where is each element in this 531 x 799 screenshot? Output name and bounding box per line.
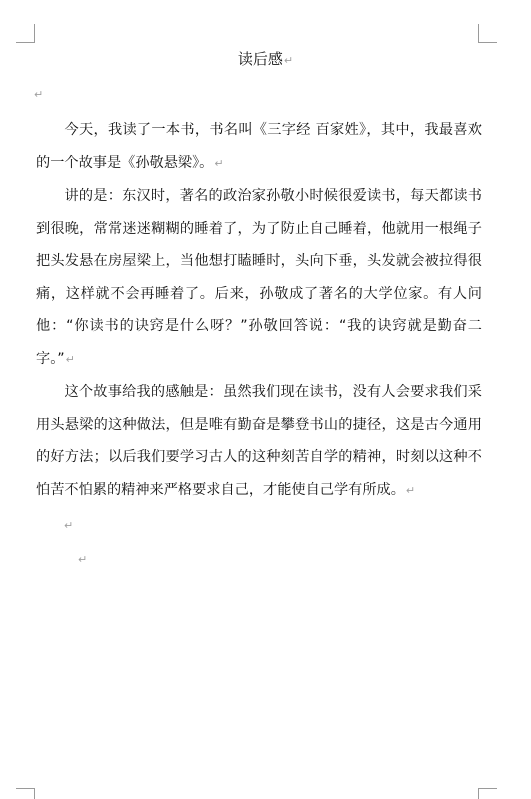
paragraph-text: 讲的是：东汉时，著名的政治家孙敬小时候很爱读书，每天都读书到很晚，常常迷迷糊糊的睡着了，为了防止自己睡着，他就用一根绳子把头发悬在房屋梁上，当他想打瞌睡时，头向下垂，头发就会被拉得很痛，这样就不会再睡着了。后来，孙敬成了著名的大学位家。有人问他：“你读书的诀窍是什么呀？”孙敬回答说：“我的诀窍就是勤奋二字。”	[36, 188, 482, 367]
paragraph-text: 今天，我读了一本书，书名叫《三字经 百家姓》，其中，我最喜欢的一个故事是《孙敬悬梁》。	[36, 122, 482, 171]
paragraph-mark-icon: ↵	[78, 553, 88, 566]
document-body[interactable]	[36, 114, 482, 507]
crop-mark-bottom-left	[16, 788, 35, 799]
paragraph-mark-icon: ↵	[34, 88, 44, 101]
document-title[interactable]	[0, 48, 531, 69]
crop-mark-top-left	[16, 24, 35, 43]
paragraph-mark-icon: ↵	[283, 54, 294, 67]
title-text: 读后感	[237, 50, 283, 68]
crop-mark-bottom-right	[478, 788, 497, 799]
paragraph-text: 这个故事给我的感触是：虽然我们现在读书，没有人会要求我们采用头悬梁的这种做法，但是唯有勤奋是攀登书山的捷径，这是古今通用的好方法；以后我们要学习古人的这种刻苦自学的精神，时刻以这种不怕苦不怕累的精神来严格要求自己，才能使自己学有所成。	[36, 384, 482, 498]
paragraph-mark-icon: ↵	[65, 352, 75, 366]
paragraph-mark-icon: ↵	[64, 519, 74, 532]
paragraph-3	[36, 376, 482, 507]
paragraph-2	[36, 180, 482, 376]
paragraph-mark-icon: ↵	[405, 483, 416, 497]
paragraph-mark-icon: ↵	[214, 156, 224, 170]
crop-mark-top-right	[478, 24, 497, 43]
paragraph-1	[36, 114, 482, 180]
